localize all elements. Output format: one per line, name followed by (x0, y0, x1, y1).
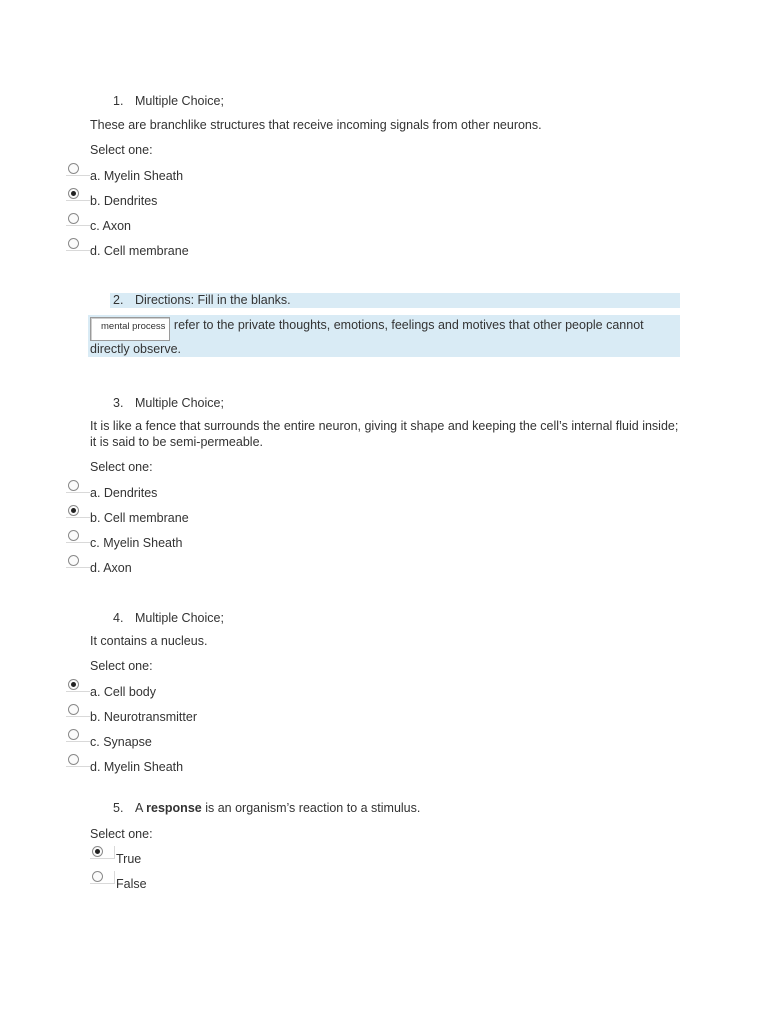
question-4-text: It contains a nucleus. (90, 634, 208, 648)
question-2-header (113, 293, 291, 307)
question-number: 2. (113, 293, 124, 307)
question-text-prefix: A (135, 801, 143, 815)
question-3-text: It is like a fence that surrounds the entire neuron, giving it shape and keeping the cell’s internal fluid inside; it is said to be semi-permeable. (90, 419, 679, 449)
fill-blank-answer[interactable]: mental process (90, 317, 170, 341)
q1-option-d[interactable] (66, 238, 366, 263)
option-label: d. Cell membrane (90, 244, 189, 258)
q4-option-a[interactable] (66, 679, 366, 704)
q3-option-c[interactable] (66, 530, 366, 555)
question-text-suffix: is an organism’s reaction to a stimulus. (205, 801, 421, 815)
radio-button[interactable] (68, 238, 79, 249)
question-type: Multiple Choice; (135, 396, 224, 410)
radio-button-selected[interactable] (92, 846, 103, 857)
question-1-text: These are branchlike structures that receive incoming signals from other neurons. (90, 118, 542, 132)
radio-button-selected[interactable] (68, 505, 79, 516)
q3-option-b[interactable] (66, 505, 366, 530)
radio-button[interactable] (68, 704, 79, 715)
radio-button[interactable] (68, 530, 79, 541)
question-2-sentence: refer to the private thoughts, emotions, feelings and motives that other people cannot directly observe. (90, 318, 644, 356)
option-label: False (116, 877, 147, 891)
radio-button[interactable] (68, 729, 79, 740)
question-type: Multiple Choice; (135, 611, 224, 625)
question-number: 4. (113, 611, 124, 625)
option-label: c. Synapse (90, 735, 152, 749)
radio-button-selected[interactable] (68, 679, 79, 690)
question-number: 1. (113, 94, 124, 108)
q3-option-d[interactable] (66, 555, 366, 580)
select-one-label: Select one: (90, 827, 153, 841)
select-one-label: Select one: (90, 143, 153, 157)
q4-option-b[interactable] (66, 704, 366, 729)
q4-option-c[interactable] (66, 729, 366, 754)
option-label: b. Cell membrane (90, 511, 189, 525)
q1-option-b[interactable] (66, 188, 366, 213)
option-label: c. Myelin Sheath (90, 536, 183, 550)
q5-option-true[interactable] (90, 846, 290, 871)
radio-button[interactable] (68, 480, 79, 491)
question-number: 5. (113, 801, 124, 815)
radio-button[interactable] (68, 555, 79, 566)
select-one-label: Select one: (90, 460, 153, 474)
question-number: 3. (113, 396, 124, 410)
question-3-header (113, 396, 224, 410)
question-bold-term: response (146, 801, 202, 815)
question-4-header (113, 611, 224, 625)
option-label: a. Cell body (90, 685, 157, 699)
option-label: b. Neurotransmitter (90, 710, 197, 724)
question-type: Multiple Choice; (135, 94, 224, 108)
option-label: a. Myelin Sheath (90, 169, 184, 183)
option-label: b. Dendrites (90, 194, 158, 208)
option-label: d. Myelin Sheath (90, 760, 184, 774)
question-1-header (113, 94, 224, 108)
question-heading: Directions: Fill in the blanks. (135, 293, 291, 307)
option-label: d. Axon (90, 561, 132, 575)
question-2-text (90, 317, 680, 357)
radio-button[interactable] (92, 871, 103, 882)
q1-option-c[interactable] (66, 213, 366, 238)
radio-button[interactable] (68, 213, 79, 224)
select-one-label: Select one: (90, 659, 153, 673)
q4-option-d[interactable] (66, 754, 366, 779)
radio-button[interactable] (68, 754, 79, 765)
radio-button-selected[interactable] (68, 188, 79, 199)
option-label: a. Dendrites (90, 486, 158, 500)
q1-option-a[interactable] (66, 163, 366, 188)
q5-option-false[interactable] (90, 871, 290, 896)
radio-button[interactable] (68, 163, 79, 174)
option-label: c. Axon (90, 219, 131, 233)
option-label: True (116, 852, 142, 866)
question-5-header (113, 801, 420, 815)
q3-option-a[interactable] (66, 480, 366, 505)
